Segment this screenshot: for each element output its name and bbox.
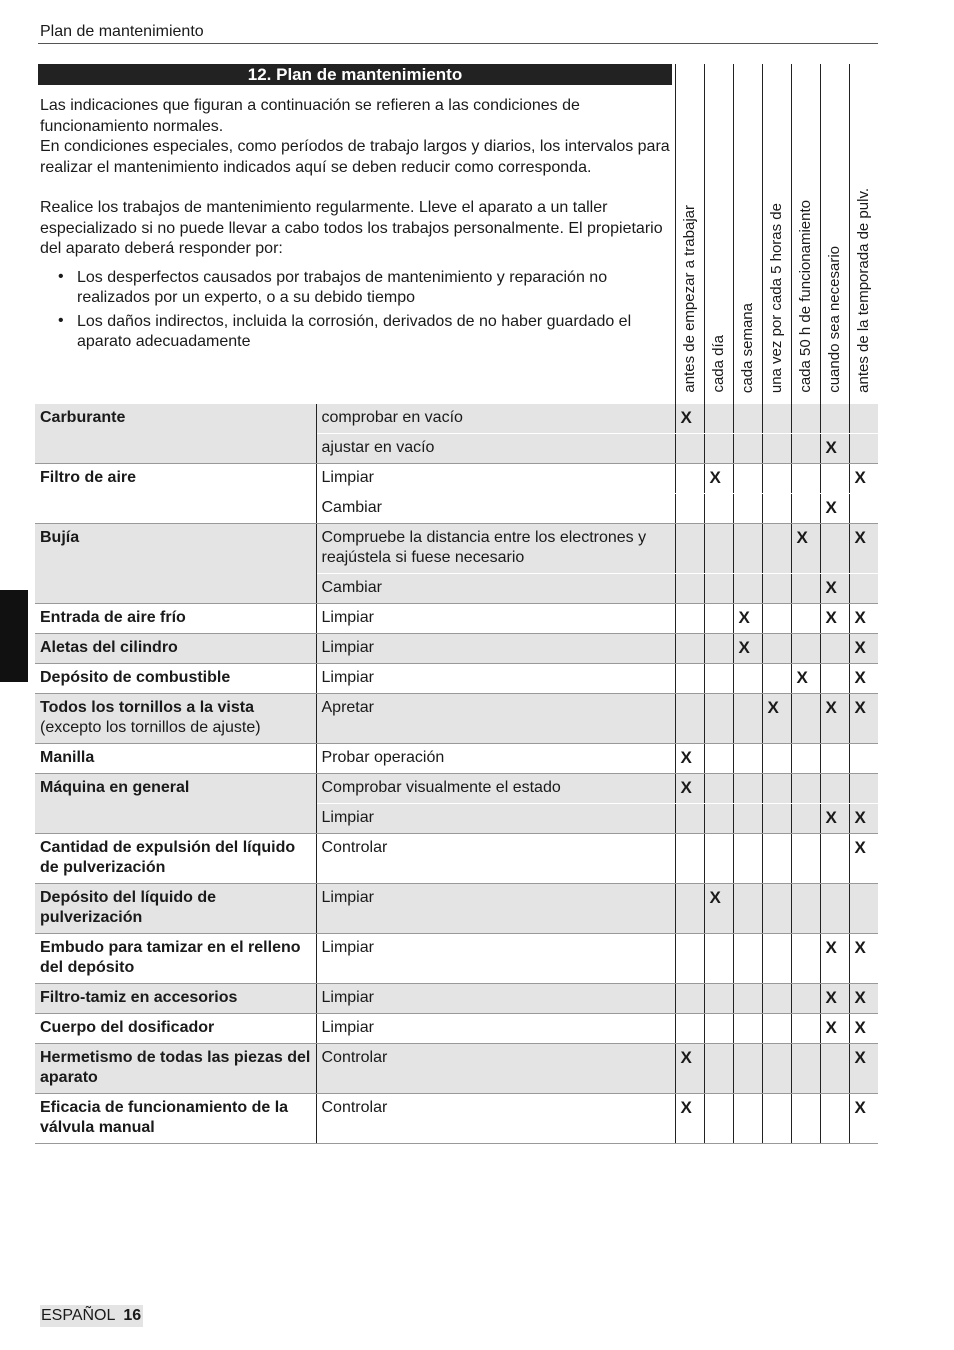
interval-mark — [791, 934, 820, 984]
interval-mark — [675, 434, 704, 464]
component-cell — [35, 434, 316, 464]
interval-mark — [704, 1094, 733, 1144]
interval-mark: X — [820, 1014, 849, 1044]
interval-mark — [733, 884, 762, 934]
task-cell: Controlar — [316, 1044, 675, 1094]
table-body — [35, 404, 878, 1144]
interval-mark — [791, 834, 820, 884]
interval-mark — [733, 834, 762, 884]
interval-mark: X — [849, 804, 878, 834]
interval-mark — [704, 834, 733, 884]
interval-mark — [675, 524, 704, 574]
interval-mark — [849, 744, 878, 774]
interval-mark — [762, 744, 791, 774]
interval-mark — [849, 434, 878, 464]
interval-mark — [762, 634, 791, 664]
interval-mark — [791, 804, 820, 834]
interval-mark: X — [849, 694, 878, 744]
interval-mark — [762, 664, 791, 694]
component-cell — [35, 664, 316, 694]
interval-mark — [762, 494, 791, 524]
task-cell: Probar operación — [316, 744, 675, 774]
interval-mark: X — [820, 604, 849, 634]
task-cell: Compruebe la distancia entre los electrones y reajústela si fuese necesario — [316, 524, 675, 574]
interval-mark — [704, 694, 733, 744]
interval-mark: X — [820, 574, 849, 604]
interval-mark — [733, 404, 762, 434]
interval-mark — [733, 1014, 762, 1044]
column-header: antes de la temporada de pulv. — [849, 64, 878, 405]
interval-mark — [762, 604, 791, 634]
interval-mark — [675, 494, 704, 524]
interval-mark: X — [675, 1044, 704, 1094]
table-row — [35, 774, 878, 804]
interval-mark — [820, 524, 849, 574]
interval-mark — [820, 744, 849, 774]
table-row — [35, 984, 878, 1014]
interval-mark: X — [675, 404, 704, 434]
interval-mark — [762, 934, 791, 984]
interval-mark — [675, 664, 704, 694]
interval-mark: X — [849, 1044, 878, 1094]
table-row — [35, 634, 878, 664]
interval-mark — [675, 804, 704, 834]
interval-mark — [733, 524, 762, 574]
interval-mark — [675, 574, 704, 604]
interval-mark — [820, 834, 849, 884]
interval-mark — [791, 984, 820, 1014]
interval-mark — [762, 1044, 791, 1094]
interval-mark — [791, 464, 820, 494]
component-name: Hermetismo de todas las piezas del aparato — [40, 1049, 311, 1086]
interval-mark — [762, 1094, 791, 1144]
interval-mark — [733, 774, 762, 804]
interval-mark — [675, 694, 704, 744]
table-row — [35, 1094, 878, 1144]
page-number: 16 — [123, 1307, 142, 1324]
column-header: cada día — [704, 64, 733, 405]
interval-mark — [762, 834, 791, 884]
interval-mark — [704, 404, 733, 434]
interval-mark — [820, 404, 849, 434]
page-footer — [40, 1305, 143, 1327]
interval-mark — [849, 494, 878, 524]
interval-mark — [704, 604, 733, 634]
interval-mark — [704, 934, 733, 984]
interval-mark — [704, 744, 733, 774]
table-row — [35, 604, 878, 634]
interval-mark: X — [849, 1094, 878, 1144]
interval-mark — [675, 634, 704, 664]
interval-mark — [704, 494, 733, 524]
component-name: Depósito de combustible — [40, 669, 231, 686]
task-cell: Limpiar — [316, 884, 675, 934]
interval-mark — [762, 774, 791, 804]
interval-mark — [733, 1094, 762, 1144]
table-row — [35, 744, 878, 774]
interval-mark — [704, 984, 733, 1014]
interval-mark — [733, 574, 762, 604]
interval-mark — [791, 604, 820, 634]
table-row — [35, 834, 878, 884]
interval-mark — [675, 884, 704, 934]
component-cell — [35, 804, 316, 834]
interval-mark: X — [820, 934, 849, 984]
task-cell: Limpiar — [316, 934, 675, 984]
interval-mark: X — [820, 434, 849, 464]
interval-mark: X — [849, 664, 878, 694]
task-cell: Limpiar — [316, 804, 675, 834]
component-name: Filtro de aire — [40, 469, 137, 486]
interval-mark: X — [849, 834, 878, 884]
table-row — [35, 1014, 878, 1044]
interval-mark: X — [762, 694, 791, 744]
interval-mark — [762, 404, 791, 434]
interval-mark: X — [849, 984, 878, 1014]
interval-mark — [675, 1014, 704, 1044]
component-name: Bujía — [40, 529, 80, 546]
component-cell — [35, 694, 316, 744]
interval-mark: X — [849, 934, 878, 984]
component-cell — [35, 744, 316, 774]
component-name: Filtro-tamiz en accesorios — [40, 989, 238, 1006]
component-name: Manilla — [40, 749, 95, 766]
interval-mark: X — [820, 494, 849, 524]
interval-mark: X — [704, 464, 733, 494]
interval-mark — [849, 574, 878, 604]
table-row — [35, 524, 878, 574]
component-cell — [35, 574, 316, 604]
interval-mark: X — [675, 744, 704, 774]
interval-mark — [733, 434, 762, 464]
interval-mark — [704, 1014, 733, 1044]
interval-mark — [820, 1044, 849, 1094]
component-cell — [35, 774, 316, 804]
running-header: Plan de mantenimiento — [40, 23, 204, 40]
component-cell — [35, 524, 316, 574]
task-cell: comprobar en vacío — [316, 404, 675, 434]
interval-mark — [791, 494, 820, 524]
interval-mark — [791, 1094, 820, 1144]
column-header: antes de empezar a trabajar — [675, 64, 704, 405]
interval-mark — [820, 1094, 849, 1144]
interval-mark — [733, 464, 762, 494]
interval-mark — [791, 694, 820, 744]
interval-mark — [733, 934, 762, 984]
table-row — [35, 694, 878, 744]
task-cell: Limpiar — [316, 664, 675, 694]
component-cell — [35, 1014, 316, 1044]
interval-mark: X — [820, 694, 849, 744]
task-cell: Comprobar visualmente el estado — [316, 774, 675, 804]
list-item: • Los daños indirectos, incluida la corrosión, derivados de no haber guardado el aparato adecuadamente — [58, 311, 632, 350]
intro-text — [40, 96, 672, 353]
interval-mark: X — [675, 774, 704, 804]
interval-mark — [704, 574, 733, 604]
interval-mark — [849, 774, 878, 804]
column-header: cuando sea necesario — [820, 64, 849, 405]
component-cell — [35, 884, 316, 934]
interval-mark: X — [820, 804, 849, 834]
interval-mark — [820, 634, 849, 664]
task-cell: Cambiar — [316, 574, 675, 604]
intro-paragraph: Realice los trabajos de mantenimiento regularmente. Lleve el aparato a un taller especializado si no puede llevar a cabo todos los trabajos personalmente. El propietario del aparato deberá responder por: — [40, 199, 663, 257]
interval-mark — [791, 434, 820, 464]
interval-mark: X — [733, 634, 762, 664]
interval-mark — [733, 744, 762, 774]
interval-mark — [849, 884, 878, 934]
task-cell: Limpiar — [316, 464, 675, 494]
column-header: cada semana — [733, 64, 762, 405]
interval-mark — [733, 494, 762, 524]
footer-language: ESPAÑOL — [41, 1307, 116, 1324]
interval-mark — [733, 984, 762, 1014]
component-name: Cantidad de expulsión del líquido de pulverización — [40, 839, 296, 876]
component-cell — [35, 494, 316, 524]
interval-mark — [675, 464, 704, 494]
component-name: Todos los tornillos a la vista — [40, 699, 254, 716]
component-cell — [35, 984, 316, 1014]
table-row — [35, 574, 878, 604]
table-row — [35, 664, 878, 694]
interval-mark — [675, 834, 704, 884]
interval-mark — [762, 524, 791, 574]
maintenance-table — [35, 404, 878, 1144]
task-cell: Limpiar — [316, 984, 675, 1014]
task-cell: Apretar — [316, 694, 675, 744]
section-title: 12. Plan de mantenimiento — [38, 64, 672, 85]
interval-mark — [733, 664, 762, 694]
interval-mark: X — [849, 634, 878, 664]
interval-mark — [820, 664, 849, 694]
interval-mark — [762, 1014, 791, 1044]
interval-mark — [849, 404, 878, 434]
bullet-icon: • — [58, 267, 64, 285]
component-name: Cuerpo del dosificador — [40, 1019, 215, 1036]
bullet-icon: • — [58, 311, 64, 329]
component-name: Eficacia de funcionamiento de la válvula manual — [40, 1099, 289, 1136]
interval-mark — [791, 884, 820, 934]
interval-mark — [704, 524, 733, 574]
component-cell — [35, 464, 316, 494]
table-row — [35, 1044, 878, 1094]
interval-mark — [791, 574, 820, 604]
interval-mark — [704, 1044, 733, 1094]
interval-mark: X — [820, 984, 849, 1014]
component-name: Máquina en general — [40, 779, 190, 796]
component-cell — [35, 634, 316, 664]
component-cell — [35, 1044, 316, 1094]
table-row — [35, 404, 878, 434]
component-cell — [35, 604, 316, 634]
language-tab-marker — [0, 590, 28, 682]
interval-mark: X — [849, 604, 878, 634]
component-name: Carburante — [40, 409, 126, 426]
interval-mark: X — [704, 884, 733, 934]
table-row — [35, 934, 878, 984]
task-cell: Limpiar — [316, 604, 675, 634]
interval-mark — [791, 744, 820, 774]
interval-mark — [762, 984, 791, 1014]
interval-mark: X — [791, 524, 820, 574]
interval-mark — [791, 634, 820, 664]
task-cell: Controlar — [316, 834, 675, 884]
interval-mark: X — [849, 524, 878, 574]
task-cell: Cambiar — [316, 494, 675, 524]
list-item: • Los desperfectos causados por trabajos de mantenimiento y reparación no realizados por un experto, o a su debido tiempo — [58, 267, 608, 306]
task-cell: Controlar — [316, 1094, 675, 1144]
interval-mark — [704, 804, 733, 834]
interval-mark — [675, 604, 704, 634]
interval-mark — [820, 464, 849, 494]
component-note: (excepto los tornillos de ajuste) — [40, 719, 261, 736]
interval-mark — [733, 1044, 762, 1094]
component-cell — [35, 834, 316, 884]
component-cell — [35, 1094, 316, 1144]
interval-mark — [762, 804, 791, 834]
interval-mark — [762, 574, 791, 604]
interval-mark — [704, 434, 733, 464]
interval-mark — [762, 434, 791, 464]
interval-mark: X — [849, 464, 878, 494]
table-row — [35, 804, 878, 834]
interval-mark — [762, 464, 791, 494]
intro-paragraph: En condiciones especiales, como períodos de trabajo largos y diarios, los intervalos para realizar el mantenimiento indicados aquí se deben reducir como corresponda. — [40, 138, 670, 176]
component-name: Embudo para tamizar en el relleno del depósito — [40, 939, 301, 976]
component-cell — [35, 934, 316, 984]
table-row — [35, 494, 878, 524]
component-name: Aletas del cilindro — [40, 639, 178, 656]
interval-column-headers — [675, 64, 878, 405]
interval-mark — [704, 664, 733, 694]
interval-mark — [733, 694, 762, 744]
interval-mark — [791, 404, 820, 434]
liability-list — [40, 268, 672, 353]
component-name: Entrada de aire frío — [40, 609, 186, 626]
intro-paragraph: Las indicaciones que figuran a continuación se refieren a las condiciones de funcionamiento normales. — [40, 97, 580, 135]
interval-mark — [675, 934, 704, 984]
interval-mark: X — [849, 1014, 878, 1044]
interval-mark: X — [675, 1094, 704, 1144]
table-row — [35, 884, 878, 934]
task-cell: Limpiar — [316, 1014, 675, 1044]
component-cell — [35, 404, 316, 434]
interval-mark: X — [791, 664, 820, 694]
interval-mark — [791, 1044, 820, 1094]
interval-mark — [820, 884, 849, 934]
column-header: cada 50 h de funcionamiento — [791, 64, 820, 405]
table-row — [35, 464, 878, 494]
header-divider — [38, 43, 878, 44]
interval-mark — [820, 774, 849, 804]
interval-mark — [733, 804, 762, 834]
task-cell: Limpiar — [316, 634, 675, 664]
column-header: una vez por cada 5 horas de — [762, 64, 791, 405]
task-cell: ajustar en vacío — [316, 434, 675, 464]
interval-mark — [791, 774, 820, 804]
interval-mark — [704, 634, 733, 664]
component-name: Depósito del líquido de pulverización — [40, 889, 216, 926]
table-row — [35, 434, 878, 464]
interval-mark — [762, 884, 791, 934]
interval-mark — [791, 1014, 820, 1044]
interval-mark: X — [733, 604, 762, 634]
interval-mark — [675, 984, 704, 1014]
interval-mark — [704, 774, 733, 804]
